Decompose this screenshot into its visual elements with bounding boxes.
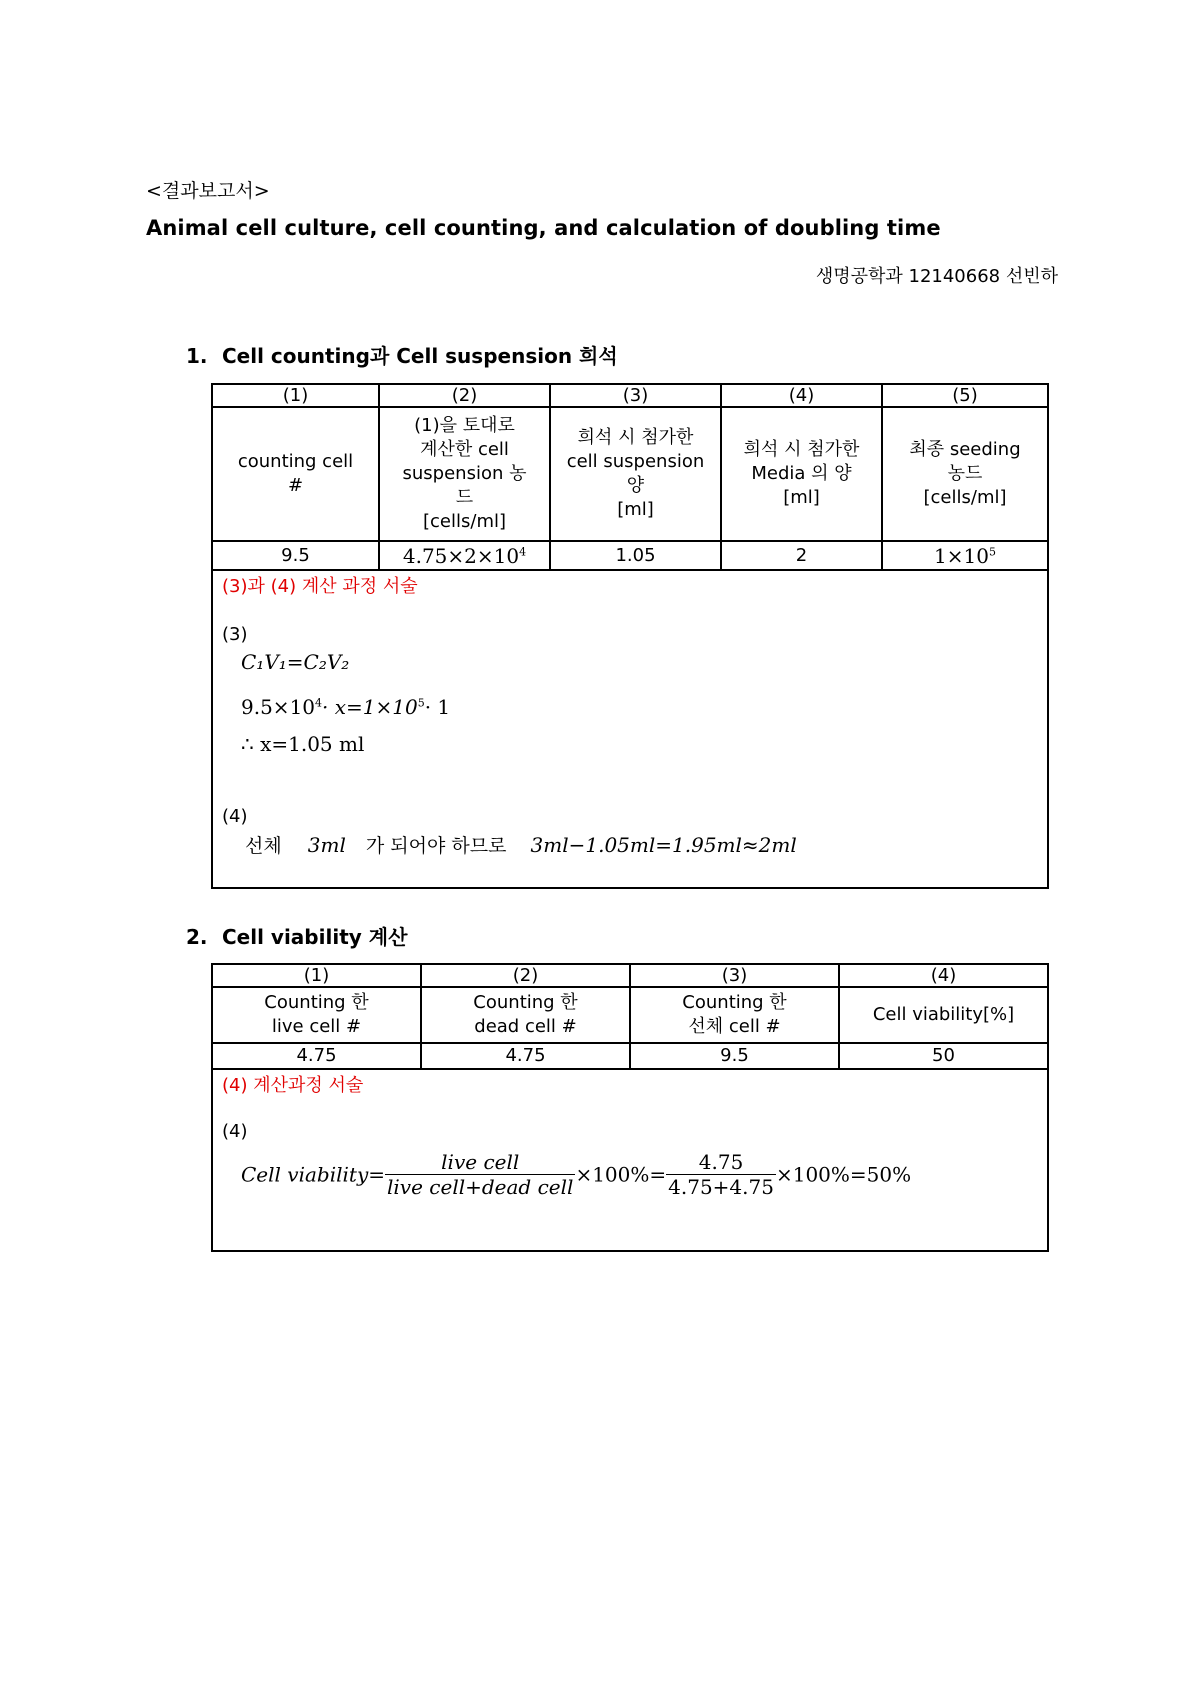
header-line: Counting 한 xyxy=(473,992,578,1013)
header-line: # xyxy=(287,475,304,496)
header-line: [ml] xyxy=(617,499,654,520)
header-suspension-volume xyxy=(550,407,721,541)
header-line: 계산한 cell xyxy=(420,439,509,460)
calc-label-4: (4) xyxy=(222,806,248,827)
viability-equation: Cell viability= $\frac{\text{live cell}}{\text{live cell+dead cell}}$ ×100%= $\frac{4.75}{4.75+4.75}$ ×100%=50% xyxy=(241,1150,912,1199)
calc-label-4: (4) xyxy=(222,1121,248,1142)
col-number: (3) xyxy=(550,384,721,407)
calc-box xyxy=(212,1069,1048,1251)
value-row xyxy=(212,1043,1048,1069)
col-number: (2) xyxy=(379,384,550,407)
header-line: live cell # xyxy=(271,1016,362,1037)
header-line: cell suspension xyxy=(566,451,705,472)
header-live-cell xyxy=(212,987,421,1043)
header-line: 선체 cell # xyxy=(688,1016,781,1037)
col-number: (2) xyxy=(421,964,630,987)
col-number: (1) xyxy=(212,384,379,407)
value-viability: 50 xyxy=(839,1043,1048,1069)
header-line: counting cell xyxy=(237,451,354,472)
calc-box xyxy=(212,570,1048,888)
header-line: Media 의 양 xyxy=(751,463,852,484)
header-line: 최종 seeding xyxy=(909,439,1021,460)
header-line: dead cell # xyxy=(474,1016,577,1037)
header-final-seeding xyxy=(882,407,1048,541)
value-live: 4.75 xyxy=(212,1043,421,1069)
header-total-cell xyxy=(630,987,839,1043)
calc-heading: (3)과 (4) 계산 과정 서술 xyxy=(222,576,418,597)
header-line: Counting 한 xyxy=(682,992,787,1013)
value-dead: 4.75 xyxy=(421,1043,630,1069)
header-line: Counting 한 xyxy=(264,992,369,1013)
calc-row xyxy=(212,570,1048,888)
header-dead-cell xyxy=(421,987,630,1043)
column-header-row xyxy=(212,407,1048,541)
col-number: (1) xyxy=(212,964,421,987)
value-media: 2 xyxy=(721,541,882,570)
calc-heading: (4) 계산과정 서술 xyxy=(222,1075,364,1096)
column-header-row xyxy=(212,987,1048,1043)
section2-number: 2. xyxy=(186,925,208,949)
header-line: [ml] xyxy=(783,487,820,508)
fraction-values: $\frac{4.75}{4.75+4.75}$ xyxy=(668,1150,774,1199)
calc-label-3: (3) xyxy=(222,624,248,645)
header-line: 드 xyxy=(455,487,474,508)
header-line: 희석 시 첨가한 xyxy=(743,439,860,460)
equation-result: ∴ x=1.05 ml xyxy=(241,732,365,756)
document-title: Animal cell culture, cell counting, and calculation of doubling time xyxy=(146,216,941,240)
section1-title: Cell counting과 Cell suspension 희석 xyxy=(222,344,618,368)
header-media-volume xyxy=(721,407,882,541)
calc-row xyxy=(212,1069,1048,1251)
col-number: (4) xyxy=(839,964,1048,987)
value-conc: $4.75\times 2\times 10^4$ xyxy=(379,541,550,570)
header-line: 농드 xyxy=(947,463,983,484)
fraction-formula: $\frac{\text{live cell}}{\text{live cell+dead cell}}$ xyxy=(387,1150,574,1199)
author-line: 생명공학과 12140668 선빈하 xyxy=(815,266,1058,287)
section1-heading xyxy=(186,340,618,369)
header-counting-cell xyxy=(212,407,379,541)
section2-heading xyxy=(186,921,407,950)
value-count: 9.5 xyxy=(212,541,379,570)
header-line: [cells/ml] xyxy=(923,487,1007,508)
header-viability xyxy=(839,987,1048,1043)
header-line: suspension 농 xyxy=(402,463,527,484)
value-final: $1\times 10^5$ xyxy=(882,541,1048,570)
col-number: (5) xyxy=(882,384,1048,407)
report-label: <결과보고서> xyxy=(146,180,270,202)
equation-substitution: $9.5\times 10^4\cdot x=1\times 10^5\cdot 1$ xyxy=(241,695,451,719)
header-line: Cell viability[%] xyxy=(872,1004,1015,1025)
header-line: 희석 시 첨가한 xyxy=(577,427,694,448)
cell-counting-table xyxy=(211,383,1049,889)
col-number: (3) xyxy=(630,964,839,987)
section1-number: 1. xyxy=(186,344,208,368)
section2-title: Cell viability 계산 xyxy=(222,925,408,949)
column-number-row xyxy=(212,384,1048,407)
header-line: [cells/ml] xyxy=(423,511,506,532)
column-number-row xyxy=(212,964,1048,987)
equation-dilution: C₁V₁=C₂V₂ xyxy=(241,650,350,674)
col-number: (4) xyxy=(721,384,882,407)
header-suspension-conc xyxy=(379,407,550,541)
media-calc-line: 선체 3ml 가 되어야 하므로 3ml−1.05ml=1.95ml≈2ml xyxy=(245,833,797,857)
cell-viability-table xyxy=(211,963,1049,1252)
header-line: 양 xyxy=(626,475,645,496)
value-row xyxy=(212,541,1048,570)
value-suspension: 1.05 xyxy=(550,541,721,570)
value-total: 9.5 xyxy=(630,1043,839,1069)
header-line: (1)을 토대로 xyxy=(414,415,515,436)
